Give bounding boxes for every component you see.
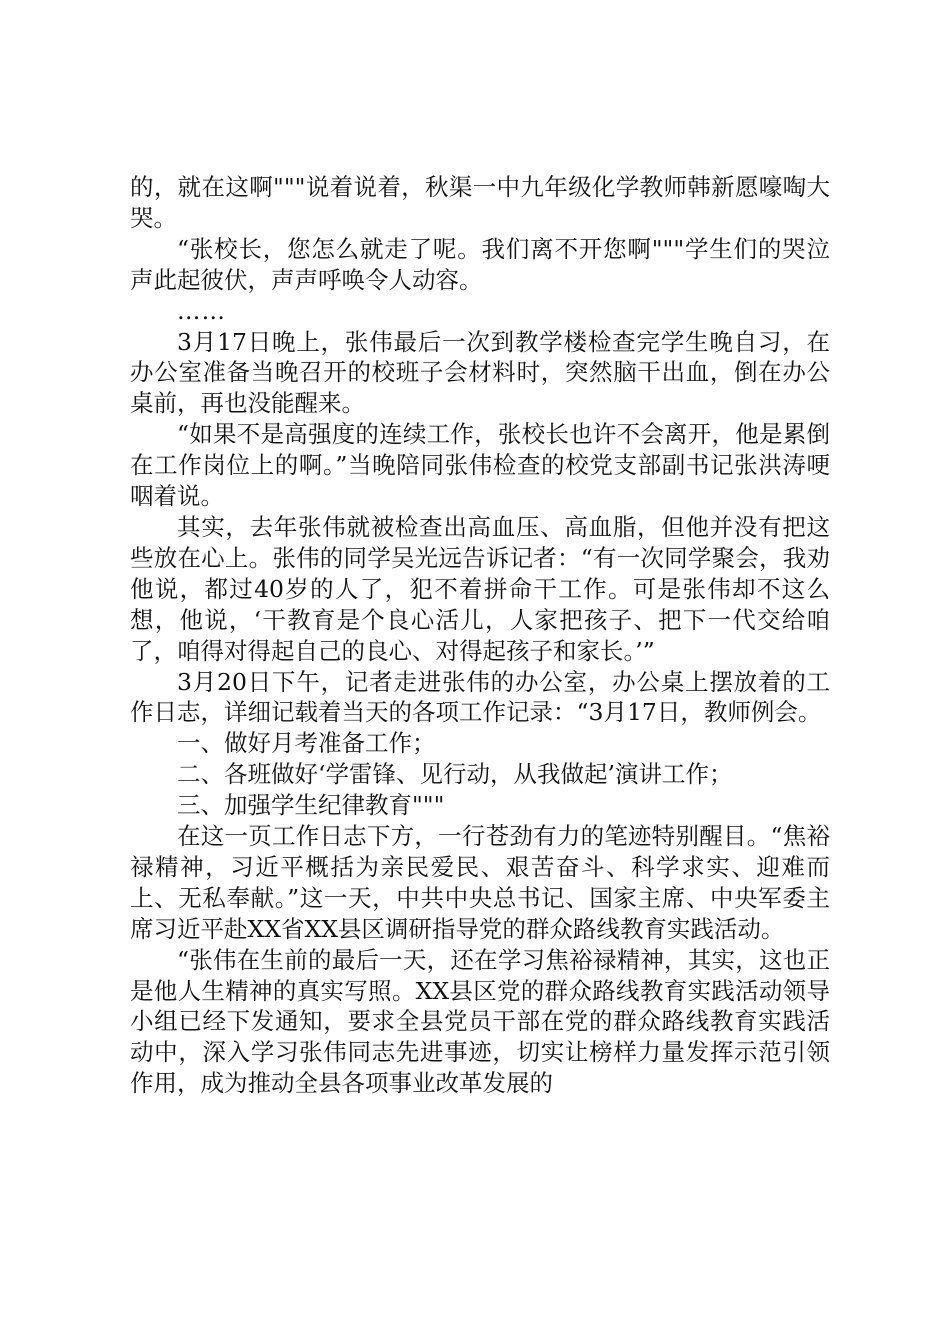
paragraph-5: 其实，去年张伟就被检查出高血压、高血脂，但他并没有把这些放在心上。张伟的同学吴光远告诉记者：“有一次同学聚会，我劝他说，都过40岁的人了，犯不着拼命干工作。可是张伟却不这么想，他说，‘干教育是个良心活儿，人家把孩子、把下一代交给咱了，咱得对得起自己的良心、对得起孩子和家长。’” xyxy=(130,512,830,665)
log-item-2: 二、各班做好‘学雷锋、见行动，从我做起’演讲工作； xyxy=(177,760,733,789)
paragraph-3: 3月17日晚上，张伟最后一次到教学楼检查完学生晚自习，在办公室准备当晚召开的校班子会材料时，突然脑干出血，倒在办公桌前，再也没能醒来。 xyxy=(130,327,830,418)
ellipsis-separator: …… xyxy=(177,296,226,325)
paragraph-1: 的，就在这啊"""说着说着，秋渠一中九年级化学教师韩新愿嚎啕大哭。 xyxy=(130,173,830,232)
paragraph-4: “如果不是高强度的连续工作，张校长也许不会离开，他是累倒在工作岗位上的啊。”当晚陪同张伟检查的校党支部副书记张洪涛哽咽着说。 xyxy=(130,420,830,511)
paragraph-7: 在这一页工作日志下方，一行苍劲有力的笔迹特别醒目。“焦裕禄精神，习近平概括为亲民爱民、艰苦奋斗、科学求实、迎难而上、无私奉献。”这一天，中共中央总书记、国家主席、中央军委主席习近平赴XX省XX县区调研指导党的群众路线教育实践活动。 xyxy=(130,822,830,943)
paragraph-8: “张伟在生前的最后一天，还在学习焦裕禄精神，其实，这也正是他人生精神的真实写照。XX县区党的群众路线教育实践活动领导小组已经下发通知，要求全县党员干部在党的群众路线教育实践活动中，深入学习张伟同志先进事迹，切实让榜样力量发挥示范引领作用，成为推动全县各项事业改革发展的 xyxy=(130,945,830,1098)
log-item-3: 三、加强学生纪律教育""" xyxy=(177,791,445,820)
paragraph-2: “张校长，您怎么就走了呢。我们离不开您啊"""学生们的哭泣声此起彼伏，声声呼唤令人动容。 xyxy=(130,234,830,294)
log-item-1: 一、做好月考准备工作； xyxy=(177,729,436,758)
article-body xyxy=(130,172,830,1099)
paragraph-6: 3月20日下午，记者走进张伟的办公室，办公桌上摆放着的工作日志，详细记载着当天的各项工作记录：“3月17日，教师例会。 xyxy=(130,667,830,727)
